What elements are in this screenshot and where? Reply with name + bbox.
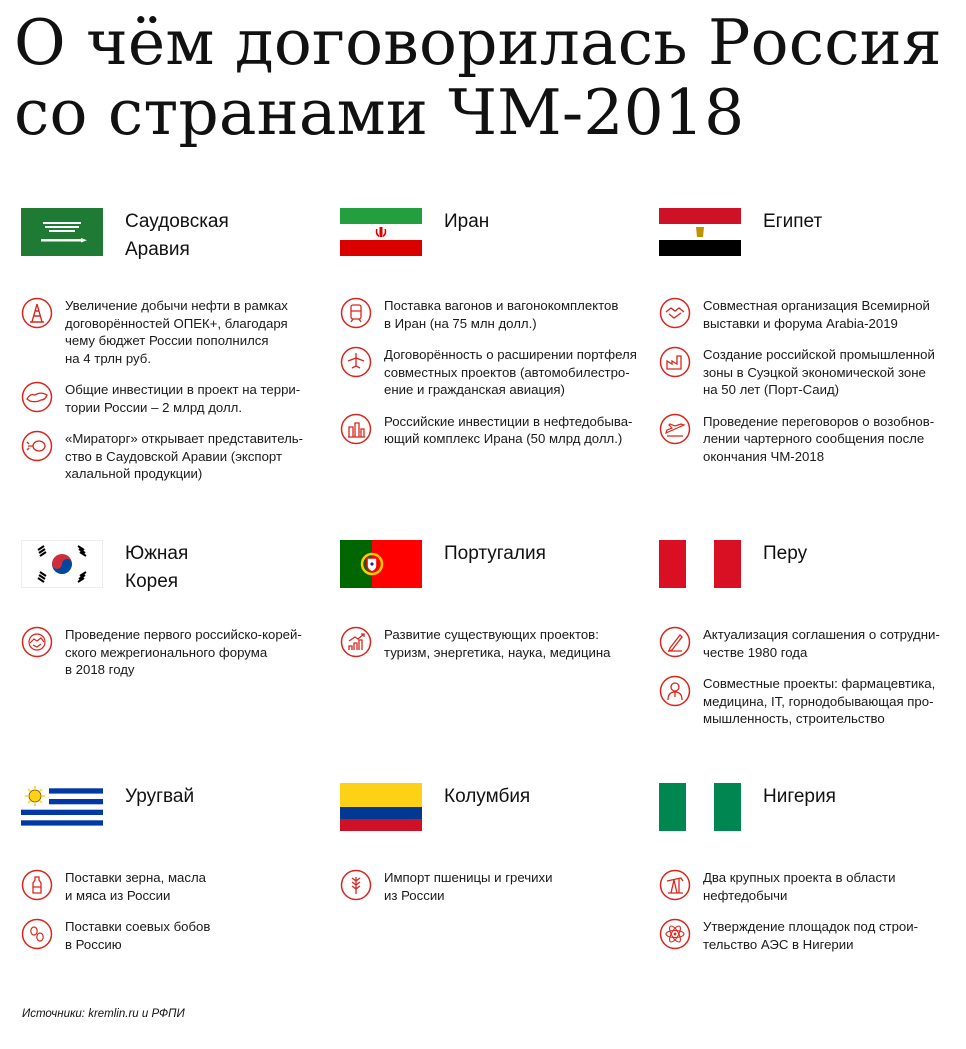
country-egypt [659,208,959,464]
atom-icon [659,918,691,950]
country-colombia [340,783,640,903]
soybeans-icon [21,918,53,950]
handshake-icon [21,626,53,658]
country-nigeria [659,783,959,952]
iran-flag [340,208,422,256]
list-item: Поставки соевых бобов в Россию [21,918,210,953]
list-item: Совместная организация Всемирной выставки и форума Arabia-2019 [659,297,935,332]
country-name: Нигерия [763,786,836,807]
country-name: Иран [444,211,490,232]
list-item: Утверждение площадок под строи- тельство АЭС в Нигерии [659,918,918,953]
oil-pump-icon [659,869,691,901]
doctor-icon [659,675,691,707]
factory-icon [659,346,691,378]
airplane-icon [340,346,372,378]
nigeria-flag [659,783,741,831]
list-item: Договорённость о расширении портфеля совместных проектов (автомобилестро- ение и гражданская авиация) [340,346,637,399]
country-south-korea [21,540,321,677]
country-uruguay [21,783,321,952]
source-note: Источники: kremlin.ru и РФПИ [22,1008,185,1020]
list-item: Развитие существующих проектов: туризм, энергетика, наука, медицина [340,626,611,661]
colombia-flag [340,783,422,831]
list-item: Совместные проекты: фармацевтика, медицина, IT, горнодобывающая про- мышленность, строительство [659,675,940,728]
saudi-arabia-flag [21,208,103,256]
peru-flag [659,540,741,588]
country-name: Уругвай [125,786,195,807]
list-item: «Мираторг» открывает представитель- ство в Саудовской Аравии (экспорт халальной продукции) [21,430,303,483]
list-item: Поставки зерна, масла и мяса из России [21,869,210,904]
pen-icon [659,626,691,658]
grain-bottle-icon [21,869,53,901]
refinery-icon [340,413,372,445]
country-name: Египет [763,211,823,232]
list-item: Российские инвестиции в нефтедобыва- ющий комплекс Ирана (50 млрд долл.) [340,413,637,448]
plane-takeoff-icon [659,413,691,445]
country-saudi-arabia [21,208,321,481]
country-name: Саудовская Аравия [125,211,229,260]
growth-chart-icon [340,626,372,658]
list-item: Увеличение добычи нефти в рамках договорённостей ОПЕК+, благодаря чему бюджет России пополнился на 4 трлн руб. [21,297,303,367]
russia-map-icon [21,381,53,413]
list-item: Поставка вагонов и вагонокомплектов в Иран (на 75 млн долл.) [340,297,637,332]
wheat-icon [340,869,372,901]
list-item: Актуализация соглашения о сотрудни- честве 1980 года [659,626,940,661]
country-iran [340,208,640,446]
list-item: Два крупных проекта в области нефтедобычи [659,869,918,904]
list-item: Создание российской промышленной зоны в Суэцкой экономической зоне на 50 лет (Порт-Саид) [659,346,935,399]
meat-icon [21,430,53,462]
country-name: Перу [763,543,808,564]
train-icon [340,297,372,329]
uruguay-flag [21,783,103,831]
handshake-icon [659,297,691,329]
oil-derrick-icon [21,297,53,329]
egypt-flag [659,208,741,256]
list-item: Общие инвестиции в проект на терри- тории России – 2 млрд долл. [21,381,303,416]
country-peru [659,540,959,726]
list-item: Импорт пшеницы и гречихи из России [340,869,552,904]
page-title: О чём договорилась Россия со странами ЧМ-2018 [14,6,942,149]
list-item: Проведение первого российско-корей- ского межрегионального форума в 2018 году [21,626,302,679]
country-name: Колумбия [444,786,531,807]
country-name: Португалия [444,543,546,564]
country-name: Южная Корея [125,543,189,592]
south-korea-flag [21,540,103,588]
country-portugal [340,540,640,660]
list-item: Проведение переговоров о возобнов- лении чартерного сообщения после окончания ЧМ-2018 [659,413,935,466]
portugal-flag [340,540,422,588]
